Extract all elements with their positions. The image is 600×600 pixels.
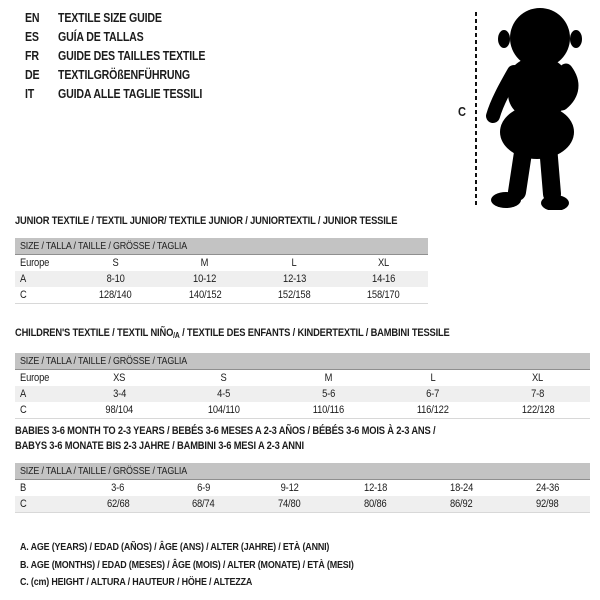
lang-row-fr: [25, 47, 231, 66]
height-measure-dashed-line: [475, 12, 477, 208]
toddler-silhouette-icon: [484, 6, 588, 210]
cell: 140/152: [188, 289, 222, 301]
table-row: [15, 370, 590, 386]
row-label: B: [20, 482, 27, 494]
cell: 9-12: [280, 482, 299, 494]
cell: XS: [113, 372, 126, 384]
language-title-list: [25, 9, 231, 104]
cell: 12-13: [282, 273, 306, 285]
footnotes: [20, 539, 413, 592]
table-row: [15, 496, 590, 513]
row-label: Europe: [20, 257, 50, 269]
footnote-b: B. AGE (MONTHS) / EDAD (MESES) / ÂGE (MOIS) / ALTER (MONATE) / ETÀ (MESI): [20, 558, 354, 571]
lang-code: FR: [25, 49, 39, 63]
lang-title: TEXTILGRÖßENFÜHRUNG: [58, 68, 190, 82]
cell: 24-36: [535, 482, 559, 494]
children-size-table: [15, 370, 590, 419]
cell: 68/74: [192, 498, 216, 510]
babies-size-table: [15, 480, 590, 513]
lang-title: GUIDE DES TAILLES TEXTILE: [58, 49, 206, 63]
section-children: [15, 325, 590, 419]
size-header-bar: SIZE / TALLA / TAILLE / GRÖSSE / TAGLIA: [15, 353, 590, 370]
cell: L: [430, 372, 436, 384]
table-row: [15, 480, 590, 496]
cell: XL: [532, 372, 544, 384]
footnote-a: A. AGE (YEARS) / EDAD (AÑOS) / ÂGE (ANS) / ALTER (JAHRE) / ETÀ (ANNI): [20, 541, 330, 553]
row-label: Europe: [20, 372, 50, 384]
lang-code: EN: [25, 11, 40, 25]
lang-title: TEXTILE SIZE GUIDE: [58, 11, 162, 25]
cell: 10-12: [193, 273, 217, 285]
section-title: CHILDREN'S TEXTILE / TEXTIL NIÑO/A / TEXTILE DES ENFANTS / KINDERTEXTIL / BAMBINI TESSILE: [15, 327, 450, 340]
cell: 128/140: [99, 289, 132, 301]
junior-size-table: [15, 255, 428, 304]
cell: 158/170: [367, 289, 400, 301]
cell: 3-6: [111, 482, 125, 494]
cell: 152/158: [277, 289, 311, 301]
cell: 18-24: [449, 482, 473, 494]
cell: 7-8: [531, 388, 545, 400]
table-row: [15, 287, 428, 304]
cell: 74/80: [278, 498, 301, 510]
section-junior: [15, 213, 428, 304]
cell: 12-18: [363, 482, 387, 494]
section-title: JUNIOR TEXTILE / TEXTIL JUNIOR/ TEXTILE JUNIOR / JUNIORTEXTIL / JUNIOR TESSILE: [15, 215, 398, 227]
size-header-bar: SIZE / TALLA / TAILLE / GRÖSSE / TAGLIA: [15, 463, 590, 480]
cell: 5-6: [321, 388, 335, 400]
footnote-c: C. (cm) HEIGHT / ALTURA / HAUTEUR / HÖHE / ALTEZZA: [20, 576, 253, 588]
cell: 4-5: [217, 388, 231, 400]
cell: 8-10: [106, 273, 125, 285]
cell: 92/98: [535, 498, 559, 510]
cell: 3-4: [112, 388, 126, 400]
row-label: C: [20, 404, 27, 416]
height-measure-label: C: [458, 104, 466, 119]
lang-row-en: [25, 9, 231, 28]
table-row: [15, 255, 428, 271]
cell: 80/86: [364, 498, 387, 510]
lang-row-es: [25, 28, 231, 47]
cell: 6-7: [426, 388, 440, 400]
row-label: A: [20, 388, 27, 400]
cell: 104/110: [207, 404, 240, 416]
cell: 98/104: [105, 404, 134, 416]
cell: 110/116: [312, 404, 345, 416]
lang-row-de: [25, 66, 231, 85]
cell: S: [220, 372, 227, 384]
row-label: A: [20, 273, 27, 285]
cell: 86/92: [449, 498, 473, 510]
table-row: [15, 271, 428, 287]
lang-code: IT: [25, 87, 35, 101]
cell: M: [201, 257, 209, 269]
cell: S: [112, 257, 119, 269]
lang-code: ES: [25, 30, 39, 44]
row-label: C: [20, 498, 27, 510]
cell: M: [324, 372, 333, 384]
size-header-bar: SIZE / TALLA / TAILLE / GRÖSSE / TAGLIA: [15, 238, 428, 255]
section-title: BABIES 3-6 MONTH TO 2-3 YEARS / BEBÉS 3-6 MESES A 2-3 AÑOS / BÉBÉS 3-6 MOIS À 2-3 ANS / BABYS 3-6 MONATE BIS 2-3 JAHRE / BAMBINI 3-6 MESI A 2-3 ANNI: [15, 425, 436, 452]
cell: XL: [377, 257, 389, 269]
cell: L: [291, 257, 297, 269]
table-row: [15, 386, 590, 402]
cell: 116/122: [417, 404, 450, 416]
lang-title: GUIDA ALLE TAGLIE TESSILI: [58, 87, 203, 101]
cell: 6-9: [197, 482, 211, 494]
cell: 14-16: [371, 273, 395, 285]
section-babies: [15, 424, 590, 513]
cell: 62/68: [106, 498, 130, 510]
lang-code: DE: [25, 68, 40, 82]
lang-title: GUÍA DE TALLAS: [58, 30, 144, 44]
row-label: C: [20, 289, 27, 301]
table-row: [15, 402, 590, 419]
lang-row-it: [25, 85, 231, 104]
cell: 122/128: [521, 404, 554, 416]
